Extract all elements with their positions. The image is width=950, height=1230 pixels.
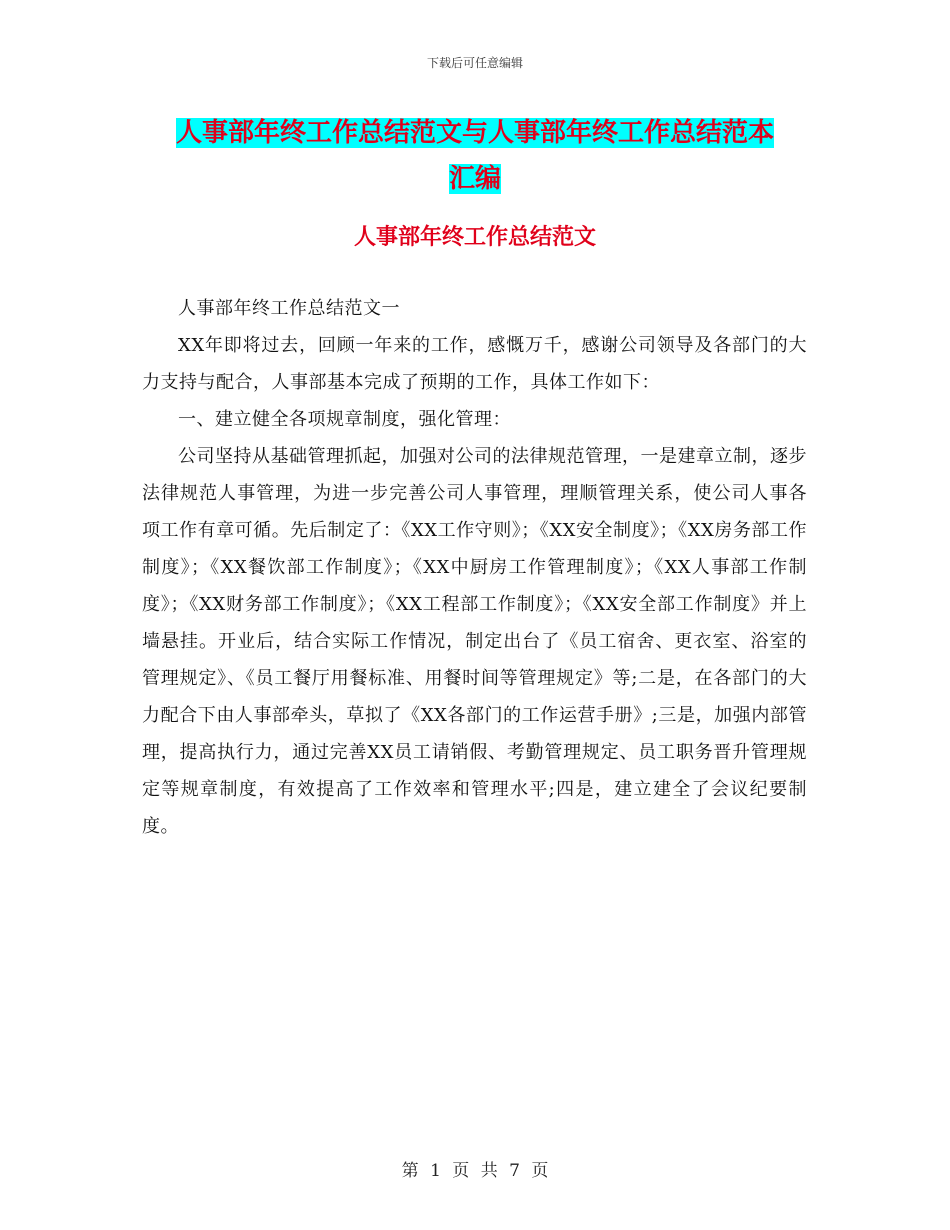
section-title: 人事部年终工作总结范文 [353, 225, 596, 250]
subheading-paragraph: 人事部年终工作总结范文一 [178, 298, 400, 319]
title-line-1: 人事部年终工作总结范文与人事部年终工作总结范本 [175, 118, 774, 148]
page-footer: 第 1 页 共 7 页 [401, 1161, 549, 1181]
header-note: 下载后可任意编辑 [426, 56, 523, 70]
intro-paragraph: XX年即将过去，回顾一年来的工作，感慨万千，感谢公司领导及各部门的大力支持与配合，人事部基本完成了预期的工作，具体工作如下： [142, 335, 807, 393]
document-title [0, 110, 950, 202]
title-line-2: 汇编 [448, 164, 501, 194]
point-one-heading: 一、建立健全各项规章制度，强化管理： [178, 409, 511, 430]
document-body [142, 290, 807, 845]
body-paragraph: 公司坚持从基础管理抓起，加强对公司的法律规范管理，一是建章立制，逐步法律规范人事管理，为进一步完善公司人事管理，理顺管理关系，使公司人事各项工作有章可循。先后制定了：《XX工作守则》；《XX安全制度》；《XX房务部工作制度》；《XX餐饮部工作制度》；《XX中厨房工作管理制度》；《XX人事部工作制度》；《XX财务部工作制度》；《XX工程部工作制度》；《XX安全部工作制度》并上墙悬挂。开业后，结合实际工作情况，制定出台了《员工宿舍、更衣室、浴室的管理规定》、《员工餐厅用餐标准、用餐时间等管理规定》等;二是，在各部门的大力配合下由人事部牵头，草拟了《XX各部门的工作运营手册》;三是，加强内部管理，提高执行力，通过完善XX员工请销假、考勤管理规定、员工职务晋升管理规定等规章制度，有效提高了工作效率和管理水平;四是，建立建全了会议纪要制度。 [142, 446, 807, 837]
